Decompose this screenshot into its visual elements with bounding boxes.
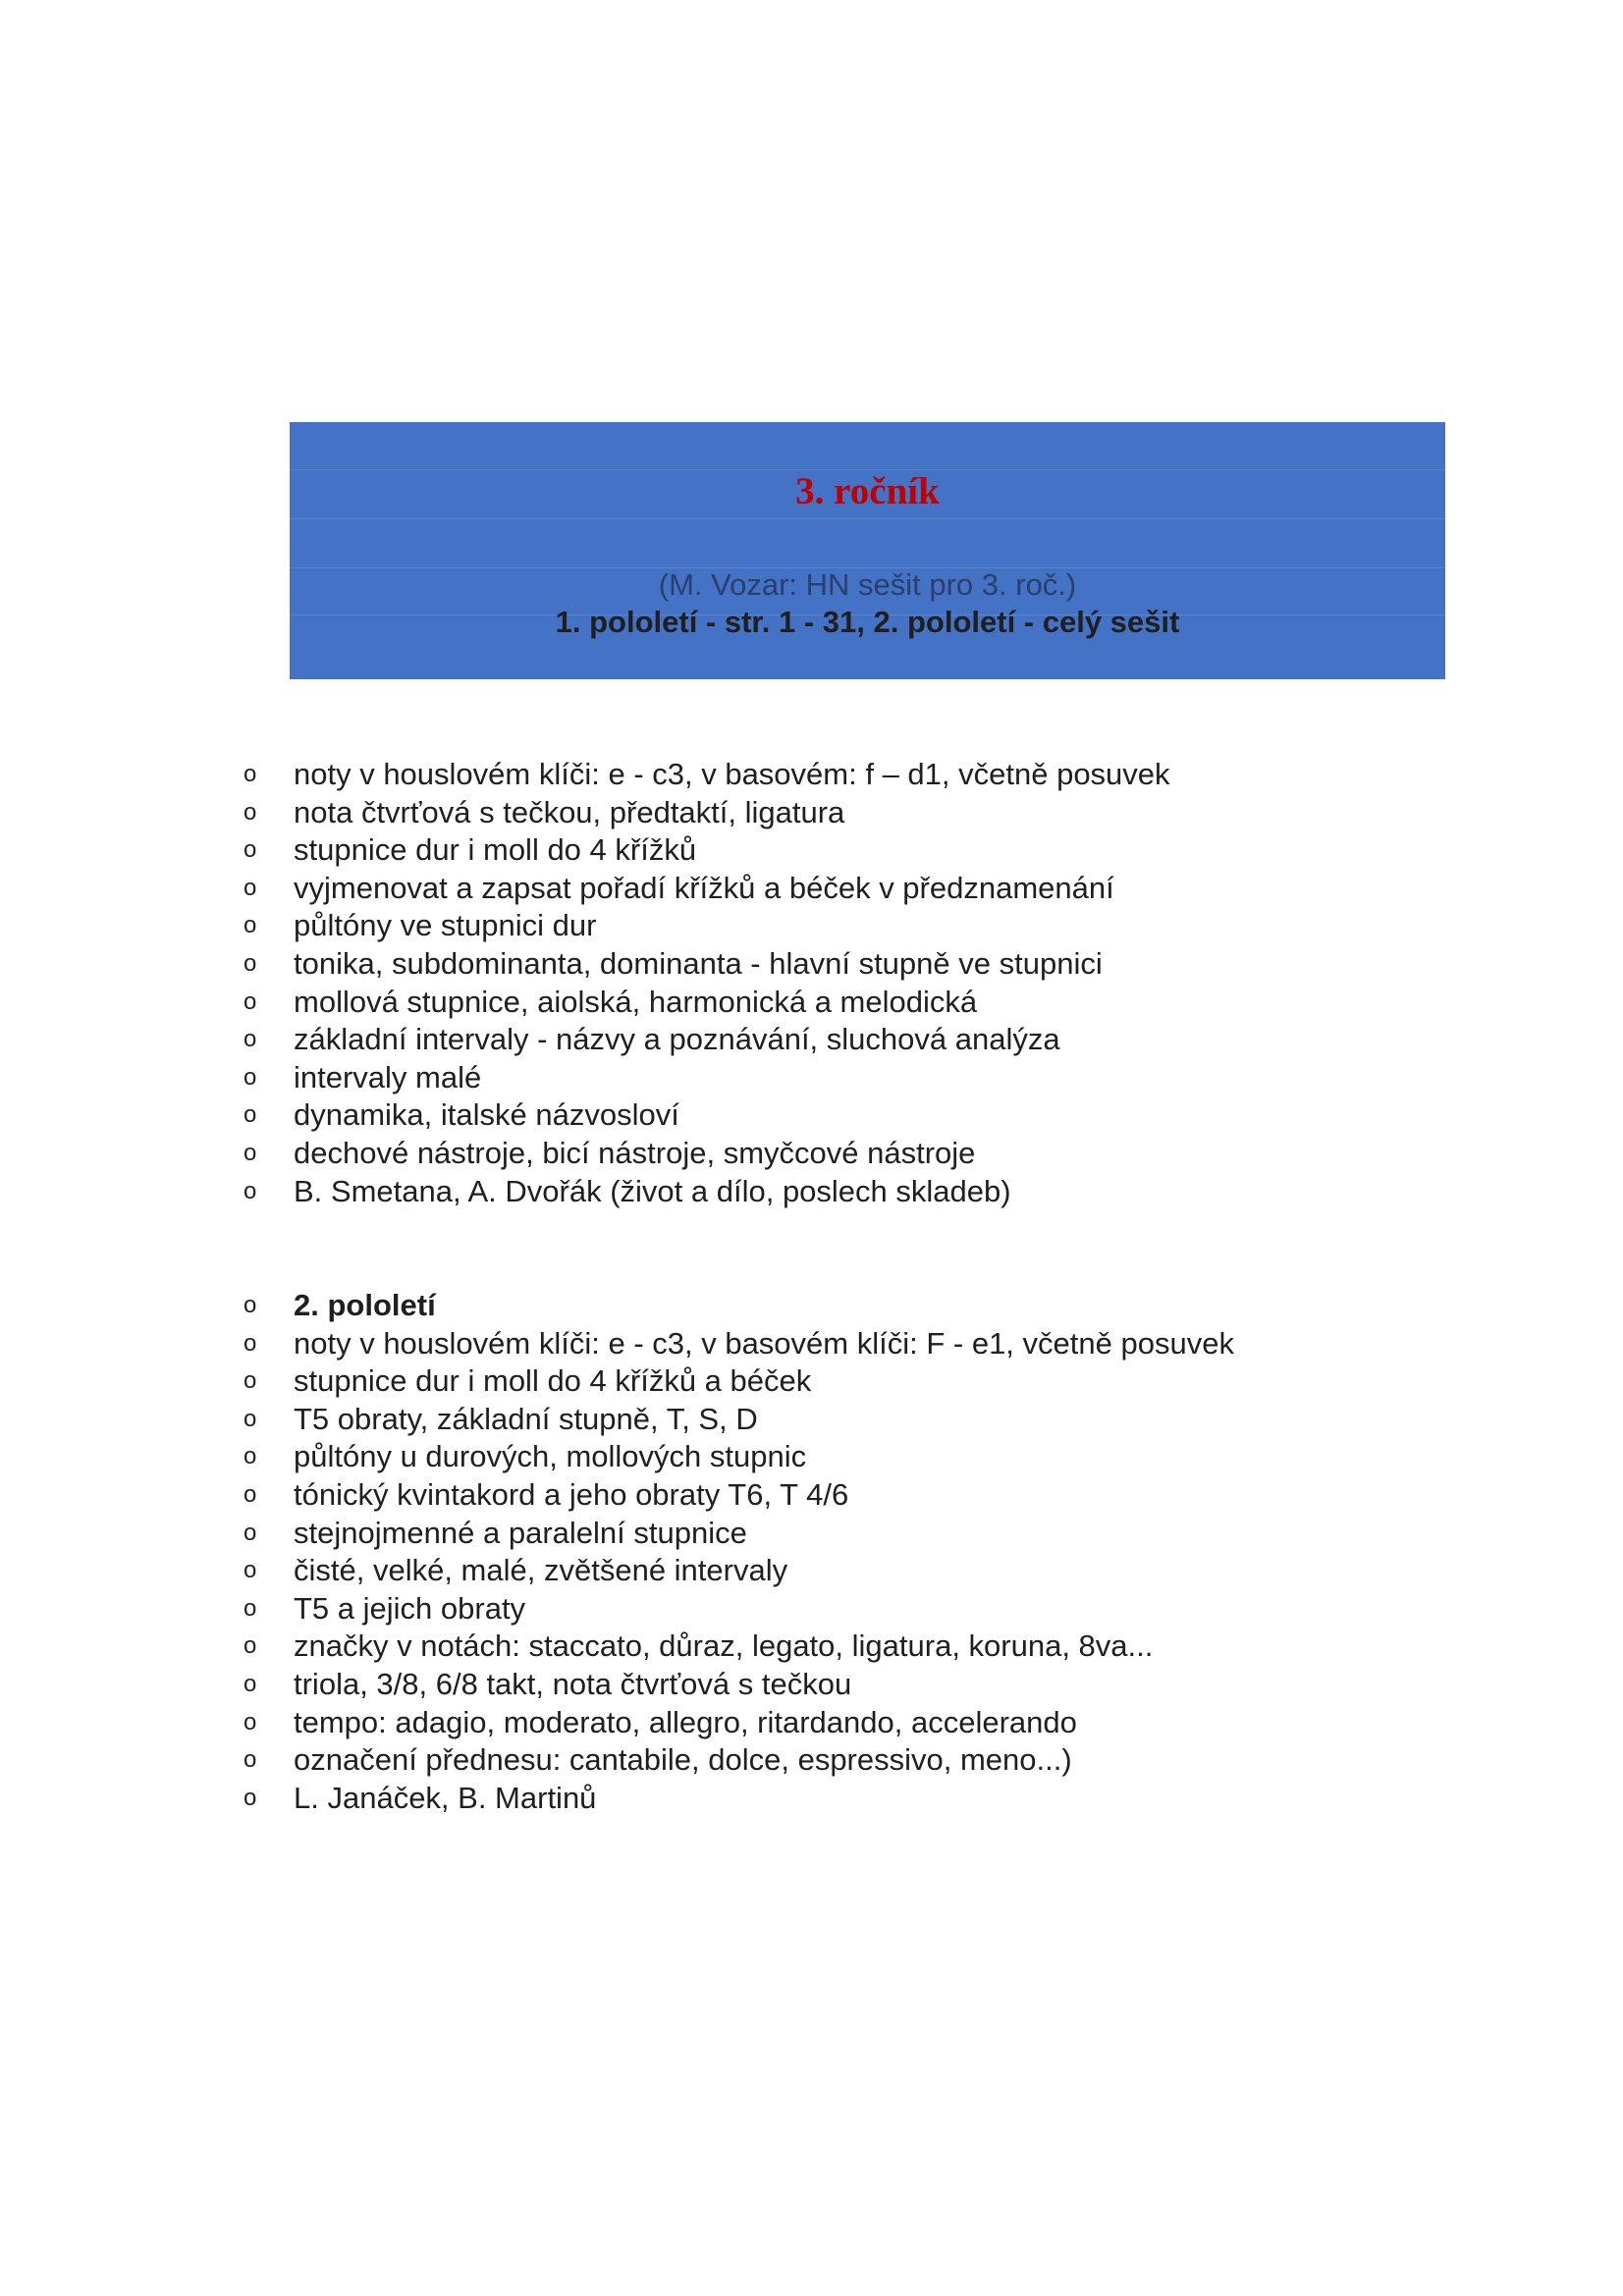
list-item-text: značky v notách: staccato, důraz, legato, ligatura, koruna, 8va... [294,1629,1154,1664]
list-item-text: stupnice dur i moll do 4 křížků [294,832,697,868]
bullet-icon: o [243,1708,257,1735]
bullet-icon: o [243,1670,257,1697]
bullet-icon: o [243,1632,257,1660]
bullet-icon: o [243,1063,257,1091]
list-item-text: intervaly malé [294,1059,482,1095]
bullet-icon: o [243,761,257,787]
bullet-icon: o [243,1177,257,1204]
bullet-icon: o [243,912,257,939]
list-item-text: stejnojmenné a paralelní stupnice [294,1515,747,1550]
bullet-icon: o [243,874,257,901]
list-item-text: tempo: adagio, moderato, allegro, ritardando, accelerando [294,1704,1077,1739]
bullet-icon: o [243,836,257,864]
header-rule [290,518,1445,519]
list-item-text: základní intervaly - názvy a poznávání, sluchová analýza [294,1022,1060,1057]
bullet-icon: o [243,1480,257,1508]
list-item-text: tónický kvintakord a jeho obraty T6, T 4/6 [294,1476,849,1512]
bullet-icon: o [243,1594,257,1622]
section-heading: 2. pololetí [294,1288,436,1322]
bullet-icon: o [243,1101,257,1129]
pages-reference: 1. pololetí - str. 1 - 31, 2. pololetí - celý sešit [555,605,1180,639]
header-box [290,422,1445,679]
list-item-text: půltóny u durových, mollových stupnic [294,1439,807,1474]
list-item-text: vyjmenovat a zapsat pořadí křížků a béček v předznamenání [294,870,1114,905]
list-item-text: L. Janáček, B. Martinů [294,1780,597,1815]
bullet-icon: o [243,1139,257,1166]
list-item-text: noty v houslovém klíči: e - c3, v basovém: f – d1, včetně posuvek [294,757,1170,791]
list-item-text: T5 a jejich obraty [294,1590,526,1626]
bullet-icon: o [243,1405,257,1432]
list-item-text: označení přednesu: cantabile, dolce, espressivo, meno...) [294,1742,1072,1778]
bullet-icon: o [243,1784,257,1811]
bullet-icon: o [243,798,257,826]
list-item-text: noty v houslovém klíči: e - c3, v basovém klíči: F - e1, včetně posuvek [294,1325,1234,1361]
bullet-icon: o [243,949,257,977]
bullet-icon: o [243,1519,257,1546]
bullet-icon: o [243,1329,257,1357]
list-item-text: triola, 3/8, 6/8 takt, nota čtvrťová s tečkou [294,1666,852,1701]
list-item-text: stupnice dur i moll do 4 křížků a béček [294,1363,812,1399]
bullet-icon: o [243,1026,257,1053]
bullet-icon: o [243,1367,257,1395]
list-item-text: tonika, subdominanta, dominanta - hlavní stupně ve stupnici [294,945,1103,981]
list-item-text: čisté, velké, malé, zvětšené intervaly [294,1553,788,1588]
list-item-text: dynamika, italské názvosloví [294,1097,679,1133]
grade-title: 3. ročník [795,470,940,512]
list-item-text: nota čtvrťová s tečkou, předtaktí, ligatura [294,794,845,829]
list-item-text: T5 obraty, základní stupně, T, S, D [294,1401,758,1436]
list-item-text: dechové nástroje, bicí nástroje, smyčcové nástroje [294,1135,976,1170]
list-item-text: B. Smetana, A. Dvořák (život a dílo, poslech skladeb) [294,1173,1011,1208]
bullet-icon: o [243,1292,257,1318]
bullet-icon: o [243,1746,257,1774]
bullet-icon: o [243,1443,257,1470]
bullet-icon: o [243,988,257,1015]
bullet-icon: o [243,1557,257,1584]
book-reference: (M. Vozar: HN sešit pro 3. roč.) [658,567,1077,602]
list-item-text: půltóny ve stupnici dur [294,908,597,943]
list-item-text: mollová stupnice, aiolská, harmonická a melodická [294,984,978,1019]
